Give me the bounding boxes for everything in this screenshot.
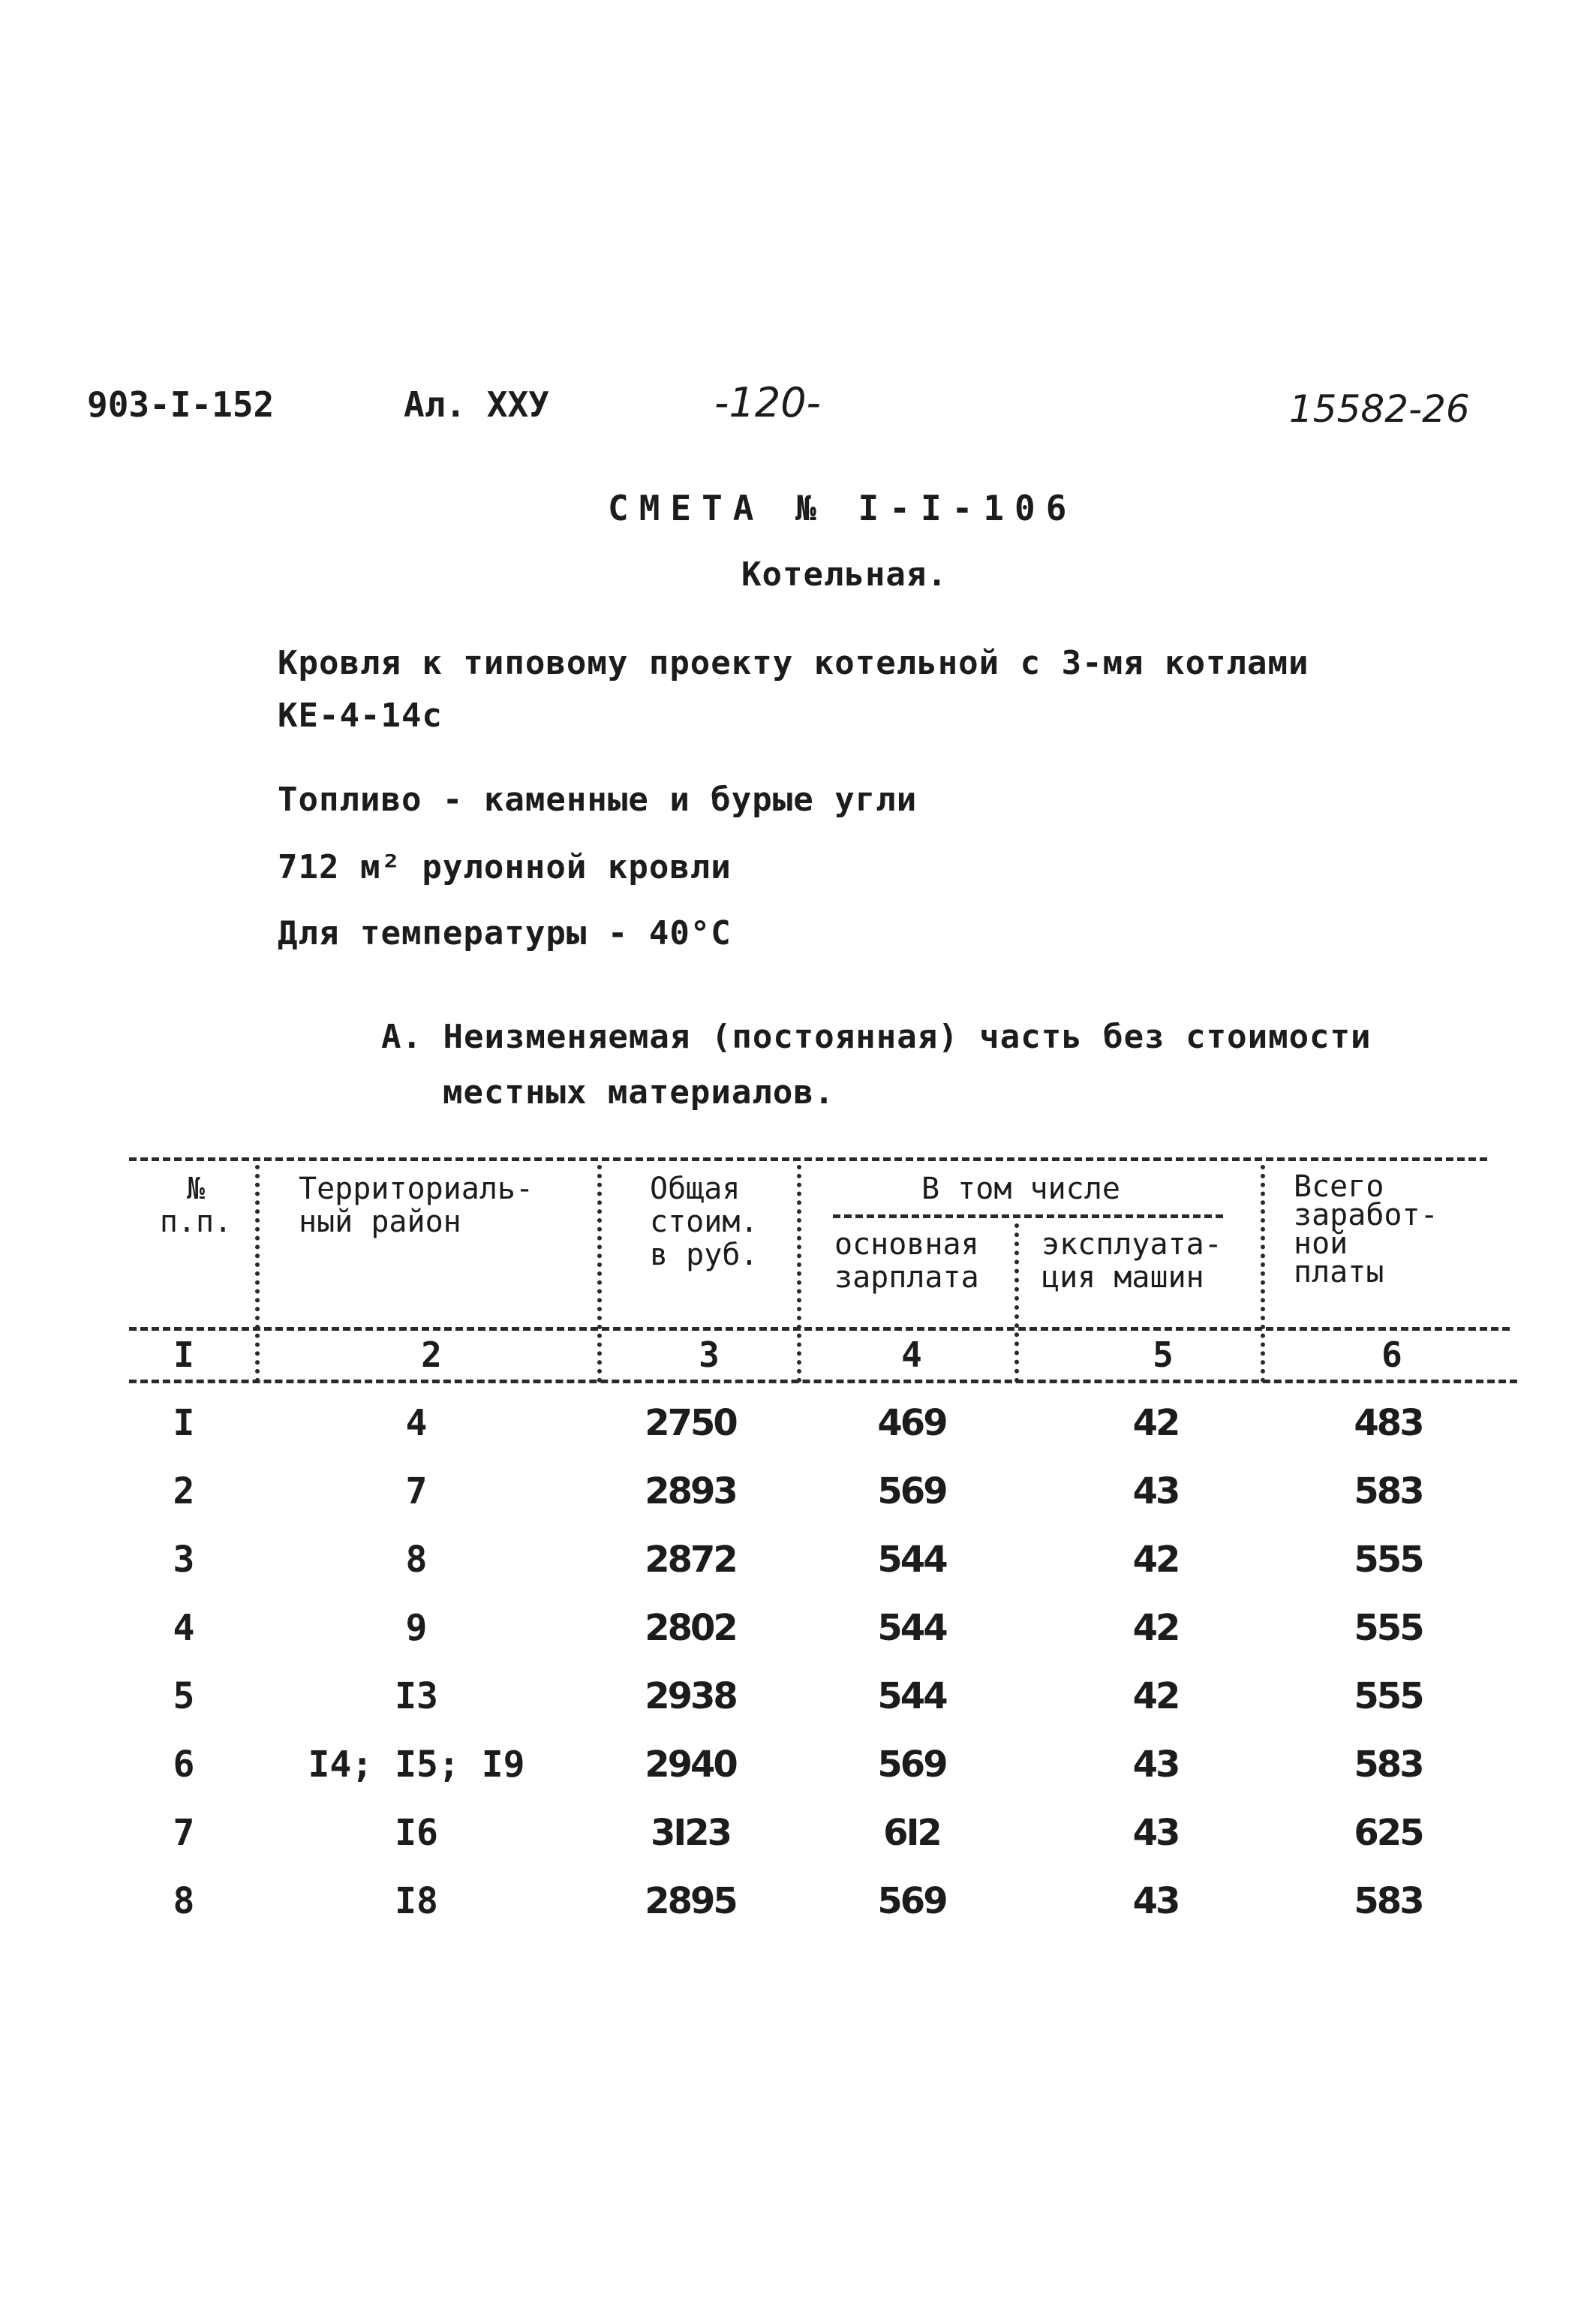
header-col-3: [650, 1172, 759, 1271]
fuel-line: Топливо - каменные и бурые угли: [278, 781, 918, 819]
table-cell-col-1: 2: [173, 1470, 195, 1512]
table-cell-col-6: 583: [1354, 1470, 1423, 1512]
header-col-4: [834, 1228, 979, 1294]
temperature-line: Для температуры - 40°С: [278, 914, 732, 952]
table-cell-col-6: 583: [1354, 1744, 1423, 1786]
table-cell-col-5: 43: [1132, 1744, 1179, 1786]
table-cell-col-5: 42: [1132, 1539, 1179, 1581]
table-cell-col-2: 8: [405, 1539, 428, 1581]
estimate-subtitle: Котельная.: [741, 555, 948, 594]
table-cell-col-4: 569: [877, 1880, 946, 1922]
table-cell-col-4: 569: [877, 1470, 946, 1512]
table-cell-col-5: 42: [1132, 1607, 1179, 1649]
table-cell-col-3: 2872: [645, 1539, 736, 1581]
table-cell-col-1: 8: [173, 1880, 195, 1922]
table-cell-col-5: 43: [1132, 1880, 1179, 1922]
table-cell-col-3: 2895: [645, 1880, 736, 1922]
header-col-2-line-2: ный район: [299, 1205, 461, 1239]
header-col-6-line-3: ной: [1294, 1226, 1348, 1261]
table-cell-col-2: 7: [405, 1470, 428, 1512]
table-cell-col-6: 555: [1354, 1539, 1423, 1581]
col-separator-2: [597, 1165, 602, 1383]
album-number: Ал. XXУ: [404, 384, 549, 425]
table-cell-col-3: 2802: [645, 1607, 736, 1649]
table-cell-col-3: 2940: [645, 1744, 736, 1786]
table-cell-col-5: 42: [1132, 1675, 1179, 1717]
section-heading-line-1: А. Неизменяемая (постоянная) часть без стоимости: [381, 1018, 1372, 1056]
header-col-6-line-4: платы: [1294, 1255, 1384, 1289]
header-col-1-line-1: №: [186, 1172, 206, 1206]
table-cell-col-3: 2750: [645, 1402, 736, 1444]
reference-number: 15582-26: [1289, 387, 1470, 431]
description-line-2: КЕ-4-14с: [278, 697, 443, 735]
header-col-3-line-3: в руб.: [650, 1238, 759, 1272]
col-separator-5: [1261, 1165, 1265, 1383]
col-number-4: 4: [901, 1335, 922, 1375]
table-cell-col-3: 3I23: [650, 1812, 731, 1854]
table-cell-col-6: 625: [1354, 1812, 1423, 1854]
col-number-6: 6: [1381, 1335, 1402, 1375]
table-cell-col-2: I6: [395, 1812, 438, 1854]
table-cell-col-1: 7: [173, 1812, 195, 1854]
header-col-5-line-1: эксплуата-: [1041, 1227, 1222, 1262]
table-cell-col-2: 9: [405, 1607, 428, 1649]
col-separator-3: [797, 1165, 801, 1383]
table-cell-col-2: 4: [405, 1402, 428, 1444]
header-col-4-line-1: основная: [834, 1227, 979, 1262]
col-number-3: 3: [699, 1335, 720, 1375]
table-cell-col-4: 544: [877, 1675, 946, 1717]
table-cell-col-6: 555: [1354, 1607, 1423, 1649]
table-cell-col-4: 469: [877, 1402, 946, 1444]
col-number-5: 5: [1153, 1335, 1174, 1375]
header-col-3-line-2: стоим.: [650, 1205, 759, 1239]
table-cell-col-5: 43: [1132, 1812, 1179, 1854]
col-number-1: I: [173, 1335, 194, 1375]
area-line: 712 м² рулонной кровли: [278, 848, 732, 886]
table-cell-col-6: 555: [1354, 1675, 1423, 1717]
header-col-2-line-1: Территориаль-: [299, 1172, 534, 1206]
table-cell-col-1: 5: [173, 1675, 195, 1717]
table-cell-col-1: 4: [173, 1607, 195, 1649]
page-number: -120-: [714, 379, 822, 426]
col-separator-1: [255, 1165, 260, 1383]
table-cell-col-2: I4; I5; I9: [308, 1744, 525, 1786]
description-line-1: Кровля к типовому проекту котельной с 3-мя котлами: [278, 644, 1309, 682]
table-cell-col-6: 583: [1354, 1880, 1423, 1922]
table-cell-col-2: I3: [395, 1675, 438, 1717]
document-code: 903-I-152: [87, 384, 275, 425]
header-col-5-line-2: ция машин: [1041, 1260, 1204, 1295]
header-col-1-line-2: п.п.: [159, 1205, 233, 1239]
table-cell-col-4: 544: [877, 1539, 946, 1581]
table-cell-col-5: 42: [1132, 1402, 1179, 1444]
col-separator-4: [1014, 1223, 1019, 1383]
table-top-rule: [129, 1157, 1487, 1161]
table-cell-col-4: 6I2: [883, 1812, 940, 1854]
header-col-1: [147, 1172, 245, 1238]
table-cell-col-1: 6: [173, 1744, 195, 1786]
table-cell-col-4: 569: [877, 1744, 946, 1786]
header-col-2: [299, 1172, 534, 1238]
table-cell-col-2: I8: [395, 1880, 438, 1922]
table-cell-col-6: 483: [1354, 1402, 1423, 1444]
header-col-4-line-2: зарплата: [834, 1260, 979, 1295]
column-number-rule: [129, 1380, 1517, 1383]
table-cell-col-3: 2938: [645, 1675, 736, 1717]
table-cell-col-1: I: [173, 1402, 195, 1444]
header-col-6: [1294, 1169, 1438, 1289]
header-bottom-rule: [129, 1327, 1510, 1331]
header-col-6-line-2: заработ-: [1294, 1198, 1438, 1232]
col-number-2: 2: [421, 1335, 442, 1375]
estimate-title: СМЕТА № I-I-106: [608, 488, 1078, 528]
group-header-rule: [833, 1214, 1223, 1218]
table-cell-col-3: 2893: [645, 1470, 736, 1512]
table-cell-col-5: 43: [1132, 1470, 1179, 1512]
header-col-5: [1041, 1228, 1222, 1294]
header-col-3-line-1: Общая: [650, 1172, 741, 1206]
section-heading-line-2: местных материалов.: [443, 1073, 835, 1112]
table-cell-col-4: 544: [877, 1607, 946, 1649]
header-col-6-line-1: Всего: [1294, 1169, 1384, 1204]
header-group: В том числе: [921, 1172, 1120, 1206]
table-cell-col-1: 3: [173, 1539, 195, 1581]
